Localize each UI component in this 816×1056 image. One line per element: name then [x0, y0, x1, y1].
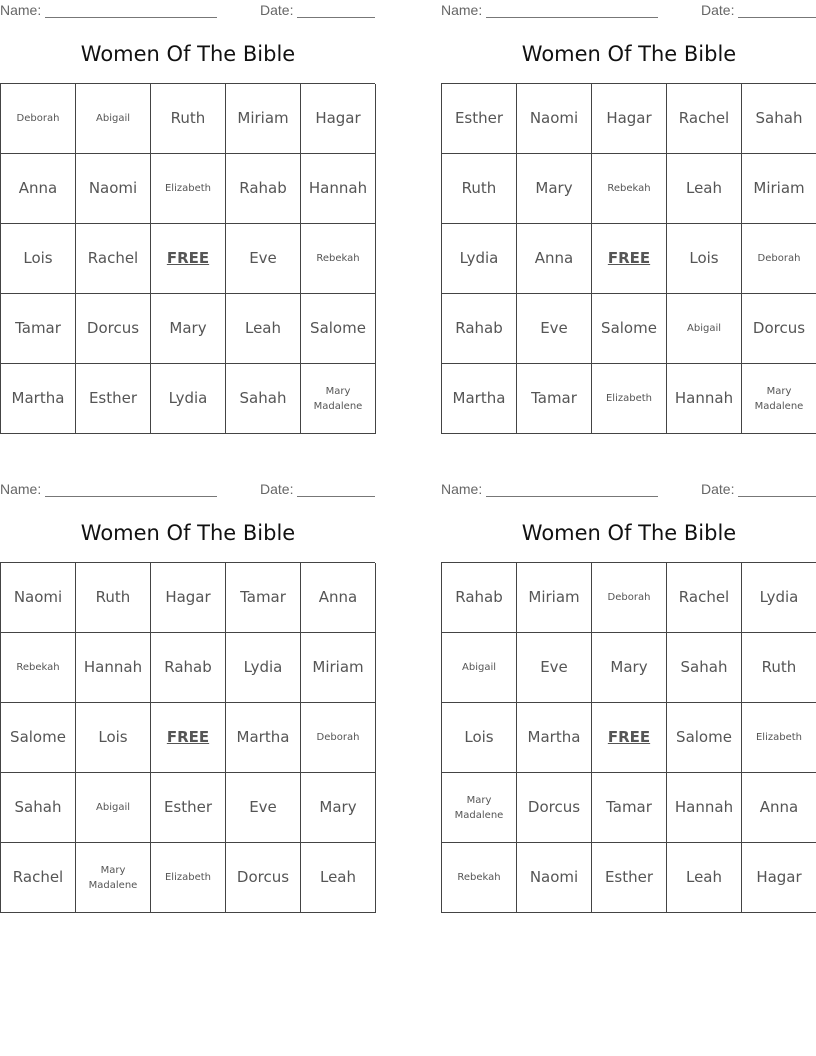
- bingo-cell: Dorcus: [517, 773, 592, 843]
- name-label: Name:: [0, 481, 42, 497]
- date-line: [738, 496, 816, 497]
- bingo-cell: Hagar: [301, 84, 376, 154]
- bingo-cell: Miriam: [301, 633, 376, 703]
- bingo-cell: Abigail: [76, 84, 151, 154]
- bingo-cell: FREE: [151, 224, 226, 294]
- bingo-cell: Naomi: [517, 84, 592, 154]
- bingo-cell: Lois: [76, 703, 151, 773]
- bingo-cell: Esther: [151, 773, 226, 843]
- bingo-cell: Martha: [1, 364, 76, 434]
- bingo-cell: Esther: [592, 843, 667, 913]
- bingo-cell: Esther: [76, 364, 151, 434]
- name-line: [45, 17, 217, 18]
- bingo-cell: Dorcus: [76, 294, 151, 364]
- bingo-cell: FREE: [592, 224, 667, 294]
- bingo-cell: Rebekah: [301, 224, 376, 294]
- bingo-cell: Ruth: [151, 84, 226, 154]
- bingo-cell: Esther: [442, 84, 517, 154]
- bingo-cell: Tamar: [517, 364, 592, 434]
- bingo-cell: Mary: [517, 154, 592, 224]
- bingo-cell: Anna: [301, 563, 376, 633]
- bingo-cell: Mary Madalene: [76, 843, 151, 913]
- bingo-cell: Hannah: [667, 364, 742, 434]
- date-label: Date:: [701, 2, 735, 18]
- date-line: [297, 17, 375, 18]
- bingo-cell: Mary Madalene: [742, 364, 816, 434]
- bingo-cell: Elizabeth: [151, 154, 226, 224]
- bingo-cell: Sahah: [742, 84, 816, 154]
- bingo-cell: Mary: [301, 773, 376, 843]
- bingo-cell: Hannah: [76, 633, 151, 703]
- card-title: Women Of The Bible: [80, 42, 296, 66]
- bingo-cell: Eve: [517, 294, 592, 364]
- bingo-cell: Salome: [301, 294, 376, 364]
- bingo-grid: [0, 83, 375, 434]
- bingo-cell: Dorcus: [226, 843, 301, 913]
- bingo-cell: Salome: [592, 294, 667, 364]
- bingo-cell: Rachel: [1, 843, 76, 913]
- bingo-cell: Rebekah: [592, 154, 667, 224]
- bingo-cell: Rahab: [226, 154, 301, 224]
- bingo-cell: Deborah: [301, 703, 376, 773]
- bingo-cell: Sahah: [667, 633, 742, 703]
- bingo-cell: Abigail: [442, 633, 517, 703]
- bingo-cell: Leah: [667, 154, 742, 224]
- bingo-grid: [441, 562, 816, 913]
- card-title: Women Of The Bible: [80, 521, 296, 545]
- bingo-cell: Rahab: [442, 563, 517, 633]
- bingo-grid: [0, 562, 375, 913]
- bingo-card-4: [441, 479, 816, 915]
- bingo-cell: Lydia: [742, 563, 816, 633]
- bingo-card-1: [0, 0, 376, 436]
- bingo-cell: FREE: [151, 703, 226, 773]
- bingo-cell: Salome: [667, 703, 742, 773]
- bingo-cell: Miriam: [226, 84, 301, 154]
- bingo-cell: Naomi: [1, 563, 76, 633]
- bingo-cell: Anna: [742, 773, 816, 843]
- bingo-cell: Mary Madalene: [442, 773, 517, 843]
- bingo-cell: Rahab: [442, 294, 517, 364]
- name-date-row: [441, 2, 816, 20]
- bingo-cell: Hagar: [742, 843, 816, 913]
- name-label: Name:: [441, 2, 483, 18]
- bingo-cell: Sahah: [1, 773, 76, 843]
- name-line: [486, 496, 658, 497]
- bingo-cell: Martha: [442, 364, 517, 434]
- bingo-cell: Tamar: [592, 773, 667, 843]
- card-title: Women Of The Bible: [521, 42, 737, 66]
- bingo-cell: Leah: [226, 294, 301, 364]
- bingo-cell: Rebekah: [1, 633, 76, 703]
- bingo-cell: Lois: [1, 224, 76, 294]
- bingo-cell: Miriam: [742, 154, 816, 224]
- bingo-cell: Naomi: [517, 843, 592, 913]
- bingo-cell: Lydia: [226, 633, 301, 703]
- date-label: Date:: [260, 2, 294, 18]
- date-line: [297, 496, 375, 497]
- bingo-card-3: [0, 479, 376, 915]
- bingo-cell: Rachel: [667, 84, 742, 154]
- bingo-cell: Eve: [517, 633, 592, 703]
- bingo-cell: Hagar: [592, 84, 667, 154]
- bingo-cell: Anna: [1, 154, 76, 224]
- name-date-row: [0, 481, 376, 499]
- bingo-grid: [441, 83, 816, 434]
- bingo-cell: Deborah: [592, 563, 667, 633]
- bingo-cell: Deborah: [742, 224, 816, 294]
- bingo-cell: Ruth: [742, 633, 816, 703]
- name-label: Name:: [441, 481, 483, 497]
- bingo-cell: Leah: [667, 843, 742, 913]
- bingo-cell: Lydia: [442, 224, 517, 294]
- bingo-cell: FREE: [592, 703, 667, 773]
- bingo-cell: Rebekah: [442, 843, 517, 913]
- bingo-cell: Elizabeth: [592, 364, 667, 434]
- bingo-cell: Lois: [667, 224, 742, 294]
- bingo-cell: Eve: [226, 773, 301, 843]
- bingo-cell: Elizabeth: [742, 703, 816, 773]
- bingo-cell: Ruth: [442, 154, 517, 224]
- bingo-cell: Naomi: [76, 154, 151, 224]
- bingo-card-2: [441, 0, 816, 436]
- bingo-cell: Hannah: [301, 154, 376, 224]
- bingo-cell: Hannah: [667, 773, 742, 843]
- bingo-cell: Martha: [226, 703, 301, 773]
- bingo-cell: Miriam: [517, 563, 592, 633]
- bingo-cell: Elizabeth: [151, 843, 226, 913]
- date-label: Date:: [260, 481, 294, 497]
- bingo-cell: Rahab: [151, 633, 226, 703]
- bingo-cell: Ruth: [76, 563, 151, 633]
- bingo-cell: Mary: [151, 294, 226, 364]
- name-line: [45, 496, 217, 497]
- bingo-cell: Rachel: [76, 224, 151, 294]
- name-label: Name:: [0, 2, 42, 18]
- bingo-cell: Dorcus: [742, 294, 816, 364]
- bingo-cell: Sahah: [226, 364, 301, 434]
- card-title: Women Of The Bible: [521, 521, 737, 545]
- bingo-cell: Martha: [517, 703, 592, 773]
- bingo-cell: Hagar: [151, 563, 226, 633]
- bingo-cell: Anna: [517, 224, 592, 294]
- bingo-cell: Deborah: [1, 84, 76, 154]
- date-label: Date:: [701, 481, 735, 497]
- bingo-cell: Abigail: [667, 294, 742, 364]
- bingo-cell: Tamar: [1, 294, 76, 364]
- bingo-cell: Lydia: [151, 364, 226, 434]
- bingo-cell: Tamar: [226, 563, 301, 633]
- bingo-cell: Mary Madalene: [301, 364, 376, 434]
- bingo-cell: Rachel: [667, 563, 742, 633]
- bingo-cell: Abigail: [76, 773, 151, 843]
- bingo-cell: Eve: [226, 224, 301, 294]
- name-date-row: [441, 481, 816, 499]
- name-date-row: [0, 2, 376, 20]
- bingo-cell: Mary: [592, 633, 667, 703]
- name-line: [486, 17, 658, 18]
- bingo-cell: Lois: [442, 703, 517, 773]
- bingo-cell: Salome: [1, 703, 76, 773]
- date-line: [738, 17, 816, 18]
- bingo-cell: Leah: [301, 843, 376, 913]
